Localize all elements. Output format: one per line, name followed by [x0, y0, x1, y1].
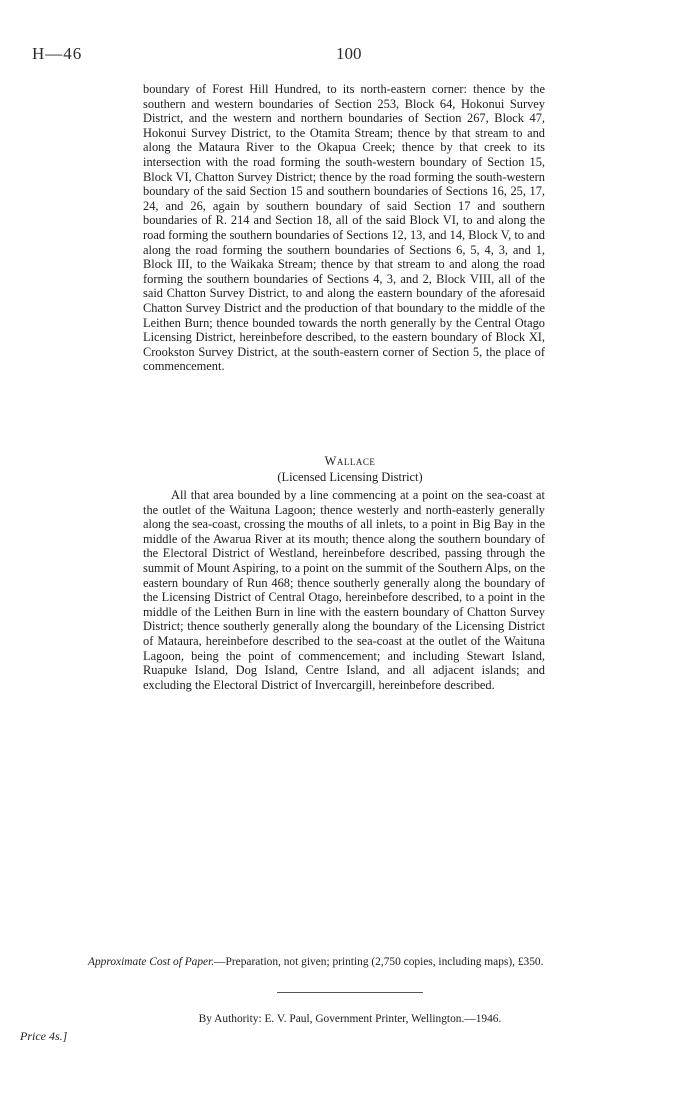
- cost-label: Approximate Cost of Paper.: [88, 956, 215, 968]
- section-subtitle: (Licensed Licensing District): [277, 470, 423, 484]
- document-reference: H—46: [32, 44, 83, 63]
- price-note: Price 4s.]: [20, 1029, 68, 1043]
- printer-authority: By Authority: E. V. Paul, Government Printer, Wellington.—1946.: [198, 1013, 502, 1025]
- continued-paragraph: boundary of Forest Hill Hundred, to its north-eastern corner: thence by the southern and western boundaries of Section 253, Block 64, Hokonui Survey District, and the western and northern boundaries of Section 267, Block 47, Hokonui Survey District, to the Otamita Stream; thence by that stream to and along the Mataura River to the Okapua Creek; thence by that creek to its intersection with the road forming the south-western boundary of Section 15, Block VI, Chatton Survey District; thence by the road forming the south-western boundary of the said Section 15 and southern boundaries of Sections 16, 25, 17, 24, and 26, again by southern boundary of said Section 17 and southern boundaries of R. 214 and Section 18, all of the said Block VI, to and along the road forming the southern boundaries of Sections 12, 13, and 14, Block V, to and along the road forming the southern boundaries of Sections 6, 5, 4, 3, and 1, Block III, to the Waikaka Stream; thence by that stream to and along the road forming the southern boundaries of Sections 4, 3, and 2, Block VIII, all of the said Chatton Survey District, to and along the eastern boundary of the aforesaid Chatton Survey District and the production of that boundary to the middle of the Leithen Burn; thence bounded towards the north generally by the Central Otago Licensing District, hereinbefore described, to the eastern boundary of Block XI, Crookston Survey District, at the south-eastern corner of Section 5, the place of commencement.: [143, 82, 545, 374]
- cost-note: [88, 956, 543, 968]
- section-paragraph: All that area bounded by a line commencing at a point on the sea-coast at the outlet of the Waituna Lagoon; thence westerly and north-easterly generally along the sea-coast, crossing the mouths of all inlets, to a point in Big Bay in the middle of the Awarua River at its mouth; thence along the southern boundary of the Electoral District of Westland, hereinbefore described, passing through the summit of Mount Aspiring, to a point on the summit of the Southern Alps, on the eastern boundary of Run 468; thence southerly generally along the boundary of the Licensing District of Central Otago, hereinbefore described, to a point in the middle of the Leithen Burn in line with the eastern boundary of Chatton Survey District; thence southerly generally along the boundary of the Licensing District of Mataura, hereinbefore described to the sea-coast at the outlet of the Waituna Lagoon, being the point of commencement; and including Stewart Island, Ruapuke Island, Dog Island, Centre Island, and all adjacent islands; and excluding the Electoral District of Invercargill, hereinbefore described.: [143, 488, 545, 692]
- page-number: 100: [336, 44, 362, 63]
- cost-text: —Preparation, not given; printing (2,750 copies, including maps), £350.: [214, 956, 544, 968]
- footer-divider: [277, 992, 423, 993]
- section-title: Wallace: [324, 454, 376, 468]
